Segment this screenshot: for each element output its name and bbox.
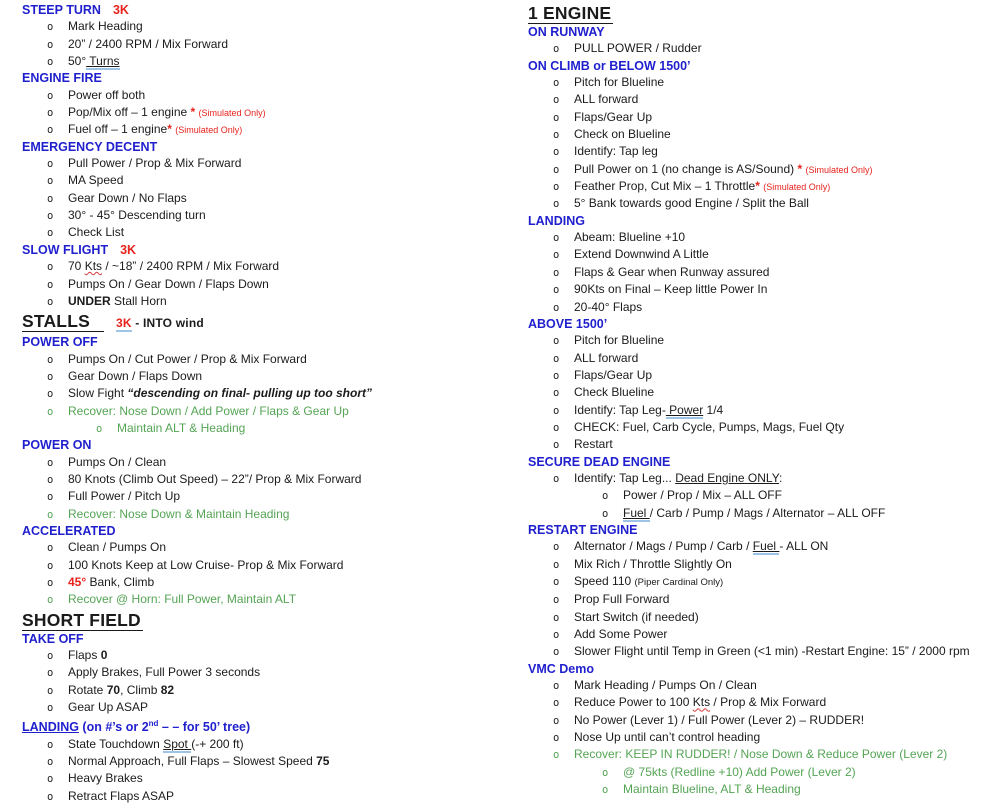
bullet-icon: o <box>553 146 560 159</box>
bullet-icon: o <box>553 680 560 693</box>
bullet-icon: o <box>553 576 560 588</box>
text-run: Gear Down / No Flaps <box>68 190 187 205</box>
section-heading <box>528 316 1000 332</box>
checklist-item <box>22 574 500 591</box>
checklist-item <box>528 246 1000 263</box>
checklist-item <box>22 172 500 189</box>
text-run: ALL forward <box>574 350 639 365</box>
section-heading <box>22 631 500 647</box>
section-heading <box>528 24 1000 40</box>
text-run: No Power (Lever 1) / Full Power (Lever 2) – RUDDER! <box>574 712 865 727</box>
text-run: SHORT FIELD <box>22 609 141 630</box>
text-run: (-+ 200 ft) <box>191 736 244 751</box>
checklist-item <box>22 770 500 787</box>
checklist-item <box>528 729 1000 746</box>
checklist-item <box>528 626 1000 643</box>
checklist-item <box>22 18 500 35</box>
bullet-icon: o <box>553 352 560 365</box>
text-run: ABOVE 1500’ <box>528 316 608 331</box>
bullet-icon: o <box>47 210 54 223</box>
bullet-icon: o <box>47 38 54 51</box>
checklist-item <box>22 207 500 224</box>
text-run: Add Some Power <box>574 627 668 642</box>
checklist-item <box>528 281 1000 298</box>
bullet-icon: o <box>553 43 560 56</box>
bullet-icon: o <box>96 422 103 435</box>
text-run: LANDING <box>528 213 585 228</box>
bullet-icon: o <box>47 491 54 504</box>
bullet-icon: o <box>47 738 54 751</box>
section-heading <box>22 139 500 155</box>
text-run: Slower Flight until Temp in Green (<1 min) -Restart Engine: 15” / 2000 rpm <box>574 644 970 659</box>
text-run: Check List <box>68 225 125 240</box>
text-run: ON RUNWAY <box>528 25 605 39</box>
text-run: (Simulated Only) <box>805 164 873 175</box>
text-run: Dead Engine ONLY <box>675 470 780 485</box>
bullet-icon: o <box>47 56 54 69</box>
text-run: 30° - 45° Descending turn <box>68 208 206 223</box>
checklist-item <box>22 104 500 121</box>
text-run: Pop/Mix off – 1 engine <box>68 105 191 120</box>
text-run: Prop Full Forward <box>574 592 670 607</box>
text-run: Power / Prop / Mix – ALL OFF <box>623 488 782 503</box>
checklist-item <box>528 487 1000 504</box>
text-run: 1/4 <box>703 402 724 417</box>
bullet-icon: o <box>553 198 560 211</box>
bullet-icon: o <box>553 301 560 314</box>
bullet-icon: o <box>47 473 54 486</box>
text-run: Pitch for Blueline <box>574 333 665 348</box>
checklist-item <box>528 126 1000 143</box>
checklist-item <box>528 712 1000 729</box>
checklist-item <box>22 224 500 241</box>
text-run: ACCELERATED <box>22 523 116 538</box>
bullet-icon: o <box>553 541 560 554</box>
checklist-item <box>22 471 500 488</box>
text-run: * <box>167 122 176 137</box>
text-run: Rotate <box>68 682 107 697</box>
bullet-icon: o <box>553 335 560 348</box>
section-heading <box>22 242 500 258</box>
text-run: Clean / Pumps On <box>68 540 167 555</box>
text-run: Maintain ALT & Heading <box>117 420 246 435</box>
section-heading <box>22 310 500 334</box>
text-run: PULL POWER / Rudder <box>574 41 702 56</box>
text-run: Mark Heading <box>68 19 143 34</box>
text-run: - ALL ON <box>779 539 829 554</box>
bullet-icon: o <box>47 124 54 137</box>
checklist-item <box>528 573 1000 591</box>
text-run: / Carb / Pump / Mags / Alternator – ALL OFF <box>649 505 886 520</box>
checklist-item <box>22 53 500 70</box>
checklist-item <box>528 764 1000 781</box>
checklist-item <box>528 264 1000 281</box>
text-run: Fuel off – 1 engine <box>68 122 168 137</box>
checklist-item <box>22 385 500 402</box>
checklist-item <box>22 788 500 805</box>
bullet-icon: o <box>553 111 560 124</box>
text-run: : <box>779 470 783 485</box>
text-run: LANDING <box>22 720 79 735</box>
checklist-item <box>22 506 500 523</box>
text-run: Flaps <box>68 648 101 663</box>
checklist-item <box>528 538 1000 555</box>
text-run: 0 <box>100 648 108 663</box>
checklist-item <box>22 736 500 753</box>
bullet-icon: o <box>47 667 54 680</box>
text-run: Recover @ Horn: Full Power, Maintain ALT <box>68 592 297 607</box>
bullet-icon: o <box>47 456 54 469</box>
text-run: Retract Flaps ASAP <box>68 788 175 803</box>
checklist-item <box>22 682 500 699</box>
bullet-icon: o <box>553 697 560 710</box>
text-run: Restart <box>574 437 613 452</box>
checklist-item <box>528 299 1000 316</box>
bullet-icon: o <box>553 439 560 452</box>
text-run: Apply Brakes, Full Power 3 seconds <box>68 665 261 680</box>
checklist-item <box>22 121 500 138</box>
checklist-item <box>22 488 500 505</box>
text-run: @ 75kts (Redline +10) Add Power (Lever 2) <box>623 764 856 779</box>
bullet-icon: o <box>47 790 54 803</box>
checklist-item <box>528 591 1000 608</box>
section-heading <box>528 58 1000 74</box>
checklist-item <box>528 402 1000 419</box>
bullet-icon: o <box>553 732 560 745</box>
bullet-icon: o <box>553 749 560 762</box>
bullet-icon: o <box>47 192 54 205</box>
checklist-item <box>22 190 500 207</box>
bullet-icon: o <box>47 559 54 572</box>
text-run: Mix Rich / Throttle Slightly On <box>574 556 732 571</box>
text-run: CHECK: Fuel, Carb Cycle, Pumps, Mags, Fuel Qty <box>574 419 845 434</box>
text-run: ON CLIMB or BELOW 1500’ <box>528 58 691 73</box>
checklist-item <box>528 556 1000 573</box>
text-run: Mark Heading / Pumps On / Clean <box>574 678 757 693</box>
section-heading <box>22 523 500 539</box>
section-heading <box>528 661 1000 677</box>
text-run: Check on Blueline <box>574 127 671 142</box>
checklist-item <box>528 384 1000 401</box>
checklist-item <box>528 350 1000 367</box>
text-run: Pull Power / Prop & Mix Forward <box>68 156 242 171</box>
text-run: Identify: Tap Leg- <box>574 402 666 417</box>
text-run: Pitch for Blueline <box>574 75 665 90</box>
bullet-icon: o <box>602 766 609 779</box>
text-run: Gear Up ASAP <box>68 700 149 715</box>
text-run: POWER ON <box>22 438 92 453</box>
checklist-item <box>22 258 500 275</box>
text-run: Speed 110 <box>574 574 635 588</box>
text-run: Turns <box>86 54 120 69</box>
checklist-item <box>528 367 1000 384</box>
checklist-item <box>528 505 1000 522</box>
text-run: “descending on final- pulling up too short” <box>127 386 373 401</box>
text-run: (Simulated Only) <box>763 182 831 193</box>
bullet-icon: o <box>553 714 560 727</box>
text-run: 100 Knots Keep at Low Cruise- Prop & Mix Forward <box>68 557 344 572</box>
text-run: nd <box>148 719 159 729</box>
text-run: 90Kts on Final – Keep little Power In <box>574 282 768 297</box>
text-run: Feather Prop, Cut Mix – 1 Throttle <box>574 179 756 194</box>
text-run: POWER OFF <box>22 335 98 350</box>
text-run: * <box>797 161 806 176</box>
bullet-icon: o <box>553 472 560 485</box>
bullet-icon: o <box>553 77 560 90</box>
text-run: Pumps On / Cut Power / Prop & Mix Forward <box>68 351 307 366</box>
text-run: Flaps/Gear Up <box>574 109 653 124</box>
text-run: Full Power / Pitch Up <box>68 489 181 504</box>
text-run: – – for 50’ tree) <box>158 720 251 735</box>
checklist-item <box>528 332 1000 349</box>
text-run: Identify: Tap leg <box>574 144 658 159</box>
text-run: Heavy Brakes <box>68 771 143 786</box>
checklist-item <box>22 87 500 104</box>
checklist-item <box>528 40 1000 57</box>
text-run: Slow Fight <box>68 386 128 401</box>
checklist-item <box>528 109 1000 126</box>
section-heading <box>22 70 500 86</box>
bullet-icon: o <box>553 94 560 107</box>
text-run: Gear Down / Flaps Down <box>68 368 203 383</box>
column-right <box>500 2 1000 805</box>
text-run: Extend Downwind A Little <box>574 247 709 262</box>
text-run: MA Speed <box>68 173 124 188</box>
bullet-icon: o <box>553 646 560 659</box>
bullet-icon: o <box>47 278 54 291</box>
text-run: 3K <box>120 242 137 257</box>
text-run: Pull Power on 1 (no change is AS/Sound) <box>574 161 798 176</box>
text-run: * <box>190 105 199 120</box>
text-run: 1 ENGINE <box>528 3 612 23</box>
bullet-icon: o <box>47 89 54 102</box>
text-run: Pumps On / Gear Down / Flaps Down <box>68 276 269 291</box>
column-left <box>0 2 500 805</box>
section-heading <box>528 2 1000 24</box>
checklist-item <box>22 351 500 368</box>
bullet-icon: o <box>47 388 54 401</box>
text-run: Check Blueline <box>574 385 655 400</box>
bullet-icon: o <box>47 684 54 697</box>
bullet-icon: o <box>553 249 560 262</box>
bullet-icon: o <box>47 542 54 555</box>
text-run: SECURE DEAD ENGINE <box>528 454 671 469</box>
text-run: 70 <box>106 682 121 697</box>
checklist-item <box>22 664 500 681</box>
text-run: * <box>755 179 764 194</box>
checklist-item <box>22 403 500 420</box>
text-run: State Touchdown <box>68 736 164 751</box>
bullet-icon: o <box>47 370 54 383</box>
bullet-icon: o <box>47 508 54 521</box>
checklist-item <box>22 539 500 556</box>
bullet-icon: o <box>553 611 560 624</box>
checklist-item <box>528 694 1000 711</box>
checklist-item <box>22 368 500 385</box>
text-run: Nose Up until can’t control heading <box>574 730 761 745</box>
text-run: 3K <box>112 3 129 17</box>
checklist-item <box>22 276 500 293</box>
bullet-icon: o <box>47 175 54 188</box>
bullet-icon: o <box>47 773 54 786</box>
text-run: Stall Horn <box>110 293 167 308</box>
bullet-icon: o <box>47 577 54 589</box>
checklist-item <box>528 419 1000 436</box>
text-run: (Simulated Only) <box>175 125 243 136</box>
bullet-icon: o <box>47 702 54 715</box>
checklist-item <box>22 647 500 664</box>
checklist-item <box>528 677 1000 694</box>
checklist-item <box>22 155 500 172</box>
text-run: Abeam: Blueline +10 <box>574 230 686 245</box>
bullet-icon: o <box>47 261 54 274</box>
text-run: 45° <box>68 575 87 589</box>
checklist-item <box>528 229 1000 246</box>
checklist-item <box>528 143 1000 160</box>
text-run: 80 Knots (Climb Out Speed) – 22”/ Prop & Mix Forward <box>68 471 362 486</box>
text-run: EMERGENCY DECENT <box>22 139 158 154</box>
bullet-icon: o <box>47 353 54 366</box>
text-run: (Piper Cardinal Only) <box>634 577 724 588</box>
bullet-icon: o <box>553 629 560 642</box>
bullet-icon: o <box>602 507 609 520</box>
text-run: Reduce Power to 100 <box>574 695 693 710</box>
text-run: , Climb <box>120 682 161 697</box>
text-run: 20” / 2400 RPM / Mix Forward <box>68 36 229 51</box>
bullet-icon: o <box>553 129 560 142</box>
text-run: (on #’s or 2 <box>78 720 149 735</box>
bullet-icon: o <box>602 490 609 503</box>
bullet-icon: o <box>47 405 54 418</box>
text-run: 20-40° Flaps <box>574 299 643 314</box>
text-run: / Prop & Mix Forward <box>710 695 827 710</box>
text-run: Kts <box>84 259 103 274</box>
checklist-item <box>528 436 1000 453</box>
text-run: 70 <box>68 259 85 274</box>
text-run: RESTART ENGINE <box>528 522 638 537</box>
section-heading <box>22 609 500 631</box>
text-run: Bank, Climb <box>86 575 155 589</box>
bullet-icon: o <box>553 594 560 607</box>
text-run: Flaps & Gear when Runway assured <box>574 264 770 279</box>
section-heading <box>22 334 500 350</box>
text-run: Identify: Tap Leg... <box>574 470 676 485</box>
checklist-item <box>528 195 1000 212</box>
section-heading <box>22 2 500 18</box>
checklist-item <box>22 454 500 471</box>
text-run: SLOW FLIGHT <box>22 242 109 257</box>
bullet-icon: o <box>553 558 560 571</box>
checklist-item <box>528 178 1000 195</box>
checklist-item <box>528 91 1000 108</box>
text-run: Pumps On / Clean <box>68 454 167 469</box>
checklist-item <box>528 161 1000 178</box>
bullet-icon: o <box>553 369 560 382</box>
section-heading <box>22 716 500 735</box>
bullet-icon: o <box>553 421 560 434</box>
checklist-item <box>528 470 1000 487</box>
text-run: Maintain Blueline, ALT & Heading <box>623 782 801 797</box>
text-run: Power off both <box>68 87 146 102</box>
bullet-icon: o <box>47 158 54 171</box>
bullet-icon: o <box>553 387 560 400</box>
bullet-icon: o <box>47 107 54 120</box>
text-run: Kts <box>692 695 711 710</box>
text-run: Start Switch (if needed) <box>574 609 699 624</box>
bullet-icon: o <box>47 227 54 240</box>
checklist-item <box>22 699 500 716</box>
text-run: 3K <box>115 316 132 331</box>
checklist-item <box>22 36 500 53</box>
text-run: STALLS <box>22 311 104 332</box>
checklist-item <box>22 591 500 608</box>
text-run: / ~18” / 2400 RPM / Mix Forward <box>102 259 280 274</box>
text-run: 82 <box>160 682 175 697</box>
bullet-icon: o <box>553 284 560 297</box>
section-heading <box>528 213 1000 229</box>
text-run: TAKE OFF <box>22 631 84 646</box>
checklist-item <box>22 293 500 310</box>
bullet-icon: o <box>553 163 560 176</box>
bullet-icon: o <box>553 181 560 194</box>
checklist-item <box>528 746 1000 763</box>
text-run: Fuel <box>623 505 650 520</box>
text-run: ALL forward <box>574 92 639 107</box>
text-run: (Simulated Only) <box>198 108 266 119</box>
text-run: Recover: Nose Down & Maintain Heading <box>68 506 290 521</box>
bullet-icon: o <box>602 784 609 797</box>
bullet-icon: o <box>47 594 54 607</box>
checklist-item <box>528 781 1000 798</box>
bullet-icon: o <box>553 266 560 279</box>
text-run: Recover: Nose Down / Add Power / Flaps & Gear Up <box>68 403 349 418</box>
section-heading <box>528 454 1000 470</box>
checklist-item <box>22 753 500 770</box>
text-run: ENGINE FIRE <box>22 71 102 86</box>
bullet-icon: o <box>47 650 54 663</box>
text-run: VMC Demo <box>528 661 594 676</box>
text-run: Flaps/Gear Up <box>574 367 653 382</box>
checklist-item <box>528 609 1000 626</box>
bullet-icon: o <box>553 404 560 417</box>
checklist-item <box>22 420 500 437</box>
text-run: Power <box>665 402 704 417</box>
text-run: Alternator / Mags / Pump / Carb / <box>574 539 753 554</box>
text-run: Normal Approach, Full Flaps – Slowest Speed <box>68 754 317 769</box>
text-run: 50° <box>68 54 87 69</box>
section-heading <box>528 522 1000 538</box>
bullet-icon: o <box>47 21 54 34</box>
checklist-item <box>528 74 1000 91</box>
bullet-icon: o <box>47 756 54 769</box>
text-run: Spot <box>163 736 192 751</box>
text-run: 5° Bank towards good Engine / Split the Ball <box>574 196 809 211</box>
checklist-item <box>528 643 1000 660</box>
text-run: - INTO wind <box>131 316 204 331</box>
section-heading <box>22 437 500 453</box>
text-run: 75 <box>316 754 330 769</box>
text-run: UNDER <box>68 293 111 308</box>
bullet-icon: o <box>553 232 560 245</box>
text-run: Fuel <box>752 539 780 554</box>
bullet-icon: o <box>47 295 54 308</box>
checklist-item <box>22 557 500 574</box>
text-run: Recover: KEEP IN RUDDER! / Nose Down & Reduce Power (Lever 2) <box>574 747 948 762</box>
text-run: STEEP TURN <box>22 3 101 17</box>
